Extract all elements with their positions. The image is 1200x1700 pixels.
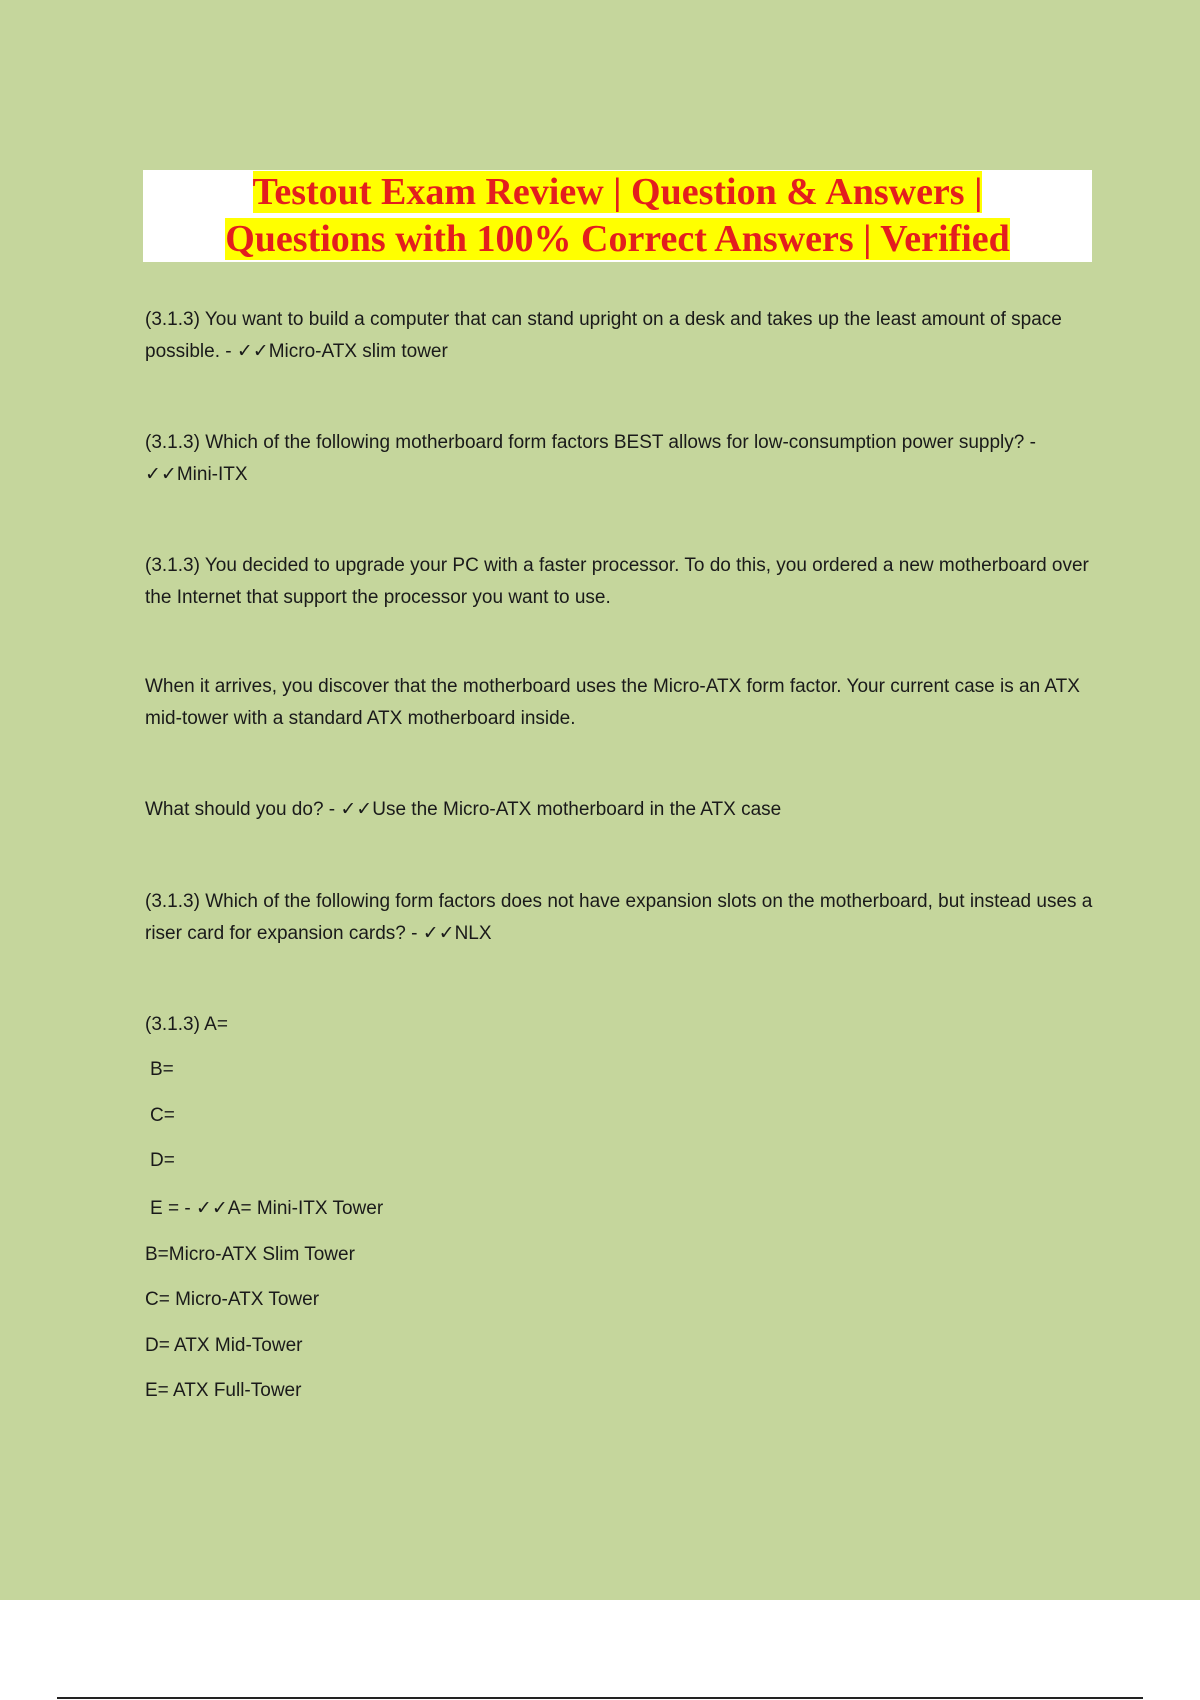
question-3-context: When it arrives, you discover that the motherboard uses the Micro-ATX form factor. Your current case is an ATX mid-tower with a standard ATX motherboard inside. — [145, 676, 1080, 729]
question-2: (3.1.3) Which of the following motherboard form factors BEST allows for low-consumption power supply? - ✓✓Mini-ITX — [145, 432, 1036, 485]
question-5-line-a: (3.1.3) A= — [145, 1014, 228, 1035]
question-5-line-b: B= — [150, 1059, 174, 1080]
question-5-answer-d: D= ATX Mid-Tower — [145, 1335, 303, 1356]
question-5-line-d: D= — [150, 1150, 175, 1171]
question-5-answer-c: C= Micro-ATX Tower — [145, 1289, 320, 1310]
title-line-2: Questions with 100% Correct Answers | Verified — [225, 218, 1010, 260]
question-4: (3.1.3) Which of the following form factors does not have expansion slots on the motherboard, but instead uses a riser card for expansion cards? - ✓✓NLX — [145, 891, 1093, 944]
question-5-answer-b: B=Micro-ATX Slim Tower — [145, 1244, 355, 1265]
document-title — [225, 169, 1010, 263]
question-3-answer: What should you do? - ✓✓Use the Micro-ATX motherboard in the ATX case — [145, 799, 782, 820]
footer-divider — [57, 1697, 1143, 1699]
title-line-1: Testout Exam Review | Question & Answers | — [252, 171, 983, 213]
question-1: (3.1.3) You want to build a computer that can stand upright on a desk and takes up the least amount of space possible. - ✓✓Micro-ATX slim tower — [145, 309, 1062, 362]
question-5-answer-e: E= ATX Full-Tower — [145, 1380, 302, 1401]
question-3-intro: (3.1.3) You decided to upgrade your PC with a faster processor. To do this, you ordered a new motherboard over the Internet that support the processor you want to use. — [145, 555, 1089, 608]
title-banner — [143, 170, 1092, 262]
question-5-line-e: E = - ✓✓A= Mini-ITX Tower — [150, 1198, 384, 1219]
question-5-line-c: C= — [150, 1105, 175, 1126]
